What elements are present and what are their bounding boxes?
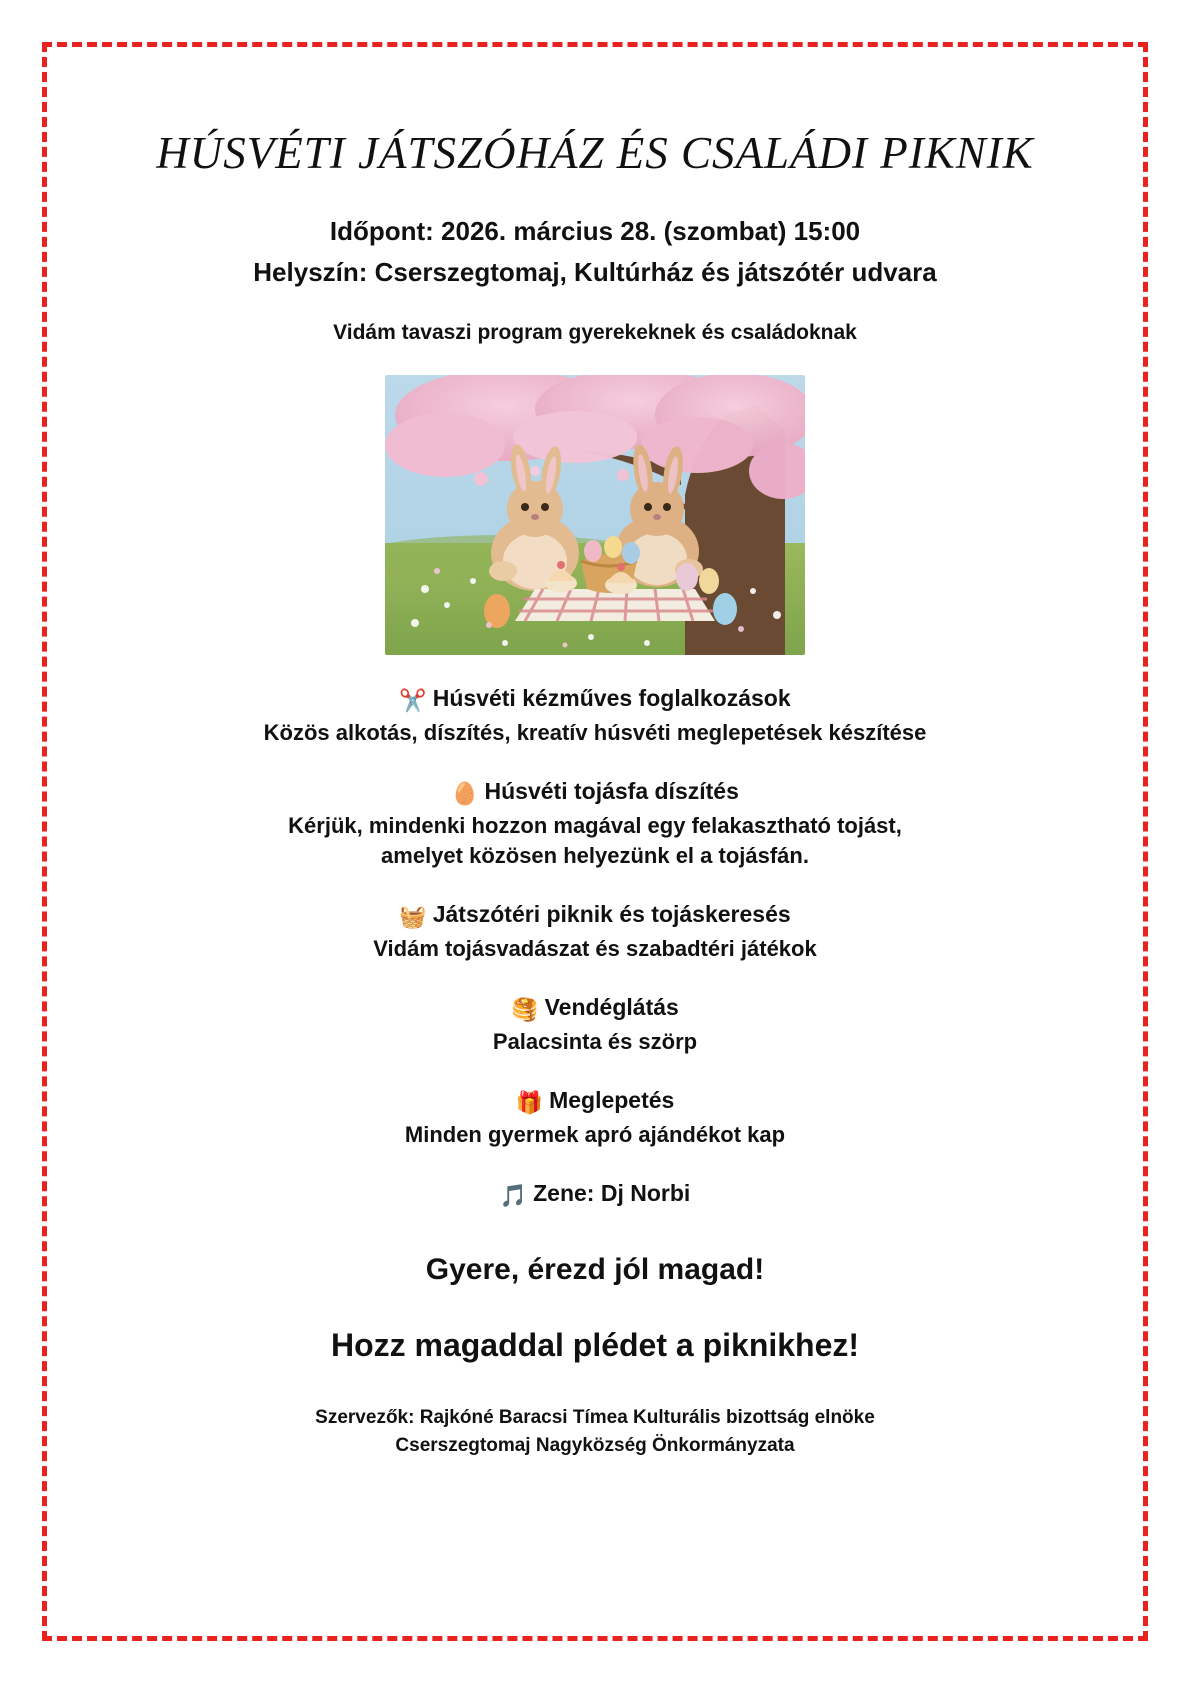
program-heading-text: Húsvéti tojásfa díszítés: [484, 777, 739, 804]
program-section: [87, 683, 1103, 748]
program-body: Vidám tojásvadászat és szabadtéri játékok: [373, 935, 817, 961]
program-heading: [87, 683, 1103, 716]
scissors-icon: ✂️: [399, 687, 427, 713]
program-section: [87, 1178, 1103, 1211]
program-heading: [87, 992, 1103, 1025]
program-body: Minden gyermek apró ajándékot kap: [404, 1122, 786, 1148]
event-lead-text: Vidám tavaszi program gyerekeknek és családoknak: [333, 320, 857, 344]
program-heading-text: Vendéglátás: [544, 994, 679, 1021]
organizer-line: Cserszegtomaj Nagyközség Önkormányzata: [395, 1434, 795, 1456]
program-section: [87, 776, 1103, 871]
call-to-action-secondary: Hozz magaddal plédet a piknikhez!: [330, 1327, 860, 1364]
egg-icon: 🥚: [451, 780, 479, 806]
program-section: [87, 1085, 1103, 1150]
program-section: [87, 992, 1103, 1057]
program-heading: [87, 1085, 1103, 1118]
event-date-line: Időpont: 2026. március 28. (szombat) 15:00: [329, 216, 861, 246]
basket-icon: 🧺: [399, 904, 427, 930]
poster-content: [47, 47, 1143, 1636]
call-to-action-primary: Gyere, érezd jól magad!: [425, 1253, 765, 1287]
easter-bunny-picnic-illustration: [385, 375, 805, 655]
program-heading: [87, 776, 1103, 809]
gift-icon: 🎁: [515, 1090, 544, 1116]
illustration-container: [385, 375, 805, 655]
pancake-icon: 🥞: [511, 997, 539, 1023]
program-heading-text: Játszótéri piknik és tojáskeresés: [432, 901, 791, 928]
program-body: Palacsinta és szörp: [492, 1029, 698, 1054]
music-note-icon: 🎵: [499, 1183, 528, 1209]
organizer-line: Szervezők: Rajkóné Baracsi Tímea Kulturális bizottság elnöke: [315, 1407, 875, 1429]
program-body: Kérjük, mindenki hozzon magával egy felakasztható tojást, amelyet közösen helyezünk el a tojásfán.: [288, 812, 902, 868]
event-place-line: Helyszín: Cserszegtomaj, Kultúrház és játszótér udvara: [253, 256, 937, 287]
program-body: Közös alkotás, díszítés, kreatív húsvéti meglepetések készítése: [263, 719, 927, 745]
program-heading: [87, 899, 1103, 932]
program-heading-text: Meglepetés: [549, 1087, 675, 1114]
program-section: [87, 899, 1103, 964]
poster-flyer: [42, 42, 1148, 1641]
organizers: [87, 1404, 1103, 1459]
program-heading-text: Húsvéti kézműves foglalkozások: [432, 684, 791, 711]
page-title: HÚSVÉTI JÁTSZÓHÁZ ÉS CSALÁDI PIKNIK: [156, 128, 1034, 178]
program-heading: [87, 1178, 1103, 1211]
program-heading-text: Zene: Dj Norbi: [533, 1180, 691, 1207]
